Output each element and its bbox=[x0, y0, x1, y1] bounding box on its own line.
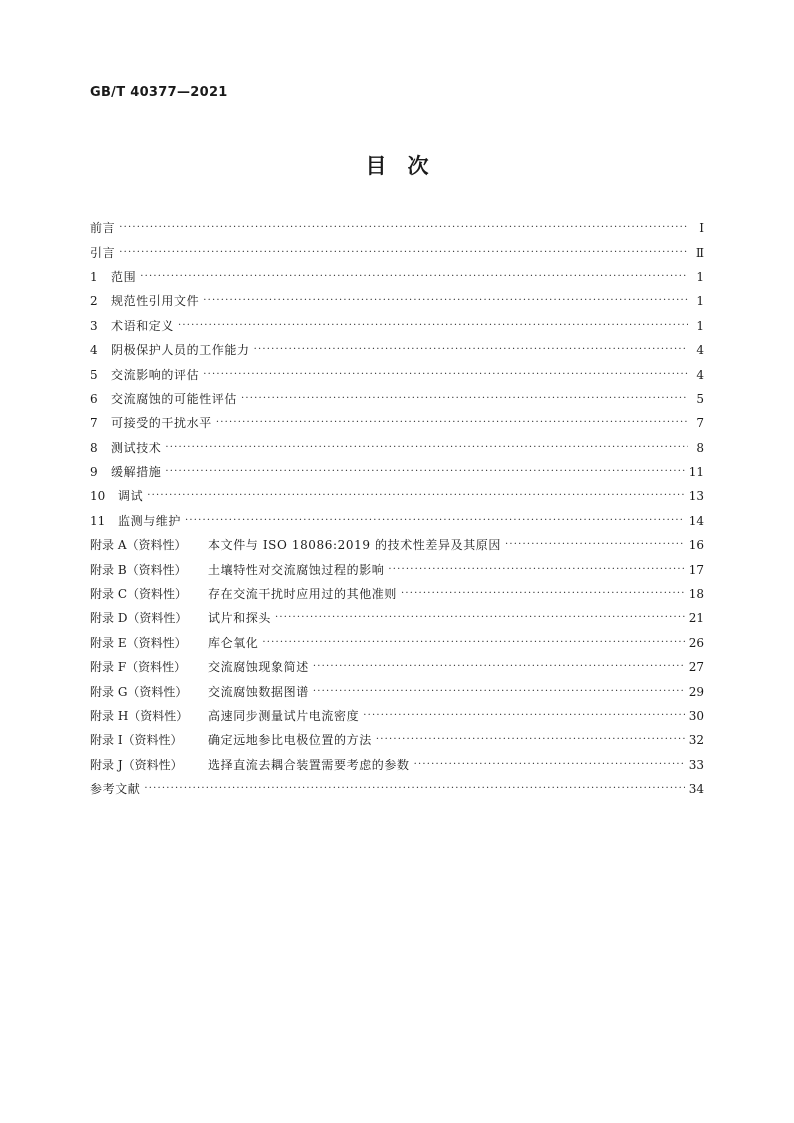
toc-entry[interactable] bbox=[90, 362, 704, 386]
dot-leader bbox=[313, 687, 685, 697]
dot-leader bbox=[363, 711, 685, 721]
toc-entry[interactable] bbox=[90, 533, 704, 557]
toc-entry-label: 交流腐蚀数据图谱 bbox=[208, 684, 309, 699]
toc-entry-label: 交流腐蚀现象简述 bbox=[208, 660, 309, 675]
dot-leader bbox=[203, 370, 688, 380]
toc-entry-page: 16 bbox=[688, 538, 704, 553]
toc-entry-page: 29 bbox=[688, 684, 704, 699]
toc-entry[interactable] bbox=[90, 631, 704, 655]
toc-entry-label: 调试 bbox=[118, 489, 144, 504]
toc-entry-number: 11 bbox=[90, 513, 106, 528]
toc-entry-annex: 附录 I（资料性） bbox=[90, 733, 183, 748]
toc-entry-page: Ⅰ bbox=[699, 221, 704, 236]
dot-leader bbox=[254, 345, 688, 355]
toc-entry-page: 11 bbox=[688, 465, 704, 480]
toc-entry[interactable] bbox=[90, 240, 704, 264]
toc-entry-page: 26 bbox=[688, 635, 704, 650]
toc-entry-page: 5 bbox=[696, 391, 704, 406]
toc-entry-number: 8 bbox=[90, 440, 98, 455]
toc-entry[interactable] bbox=[90, 557, 704, 581]
toc-entry-number: 2 bbox=[90, 294, 98, 309]
toc-entry-label: 规范性引用文件 bbox=[111, 294, 200, 309]
toc-entry-label: 试片和探头 bbox=[208, 611, 272, 626]
toc-entry-number: 3 bbox=[90, 318, 98, 333]
toc-entry-label: 范围 bbox=[111, 269, 137, 284]
dot-leader bbox=[185, 516, 685, 526]
toc-entry-label: 术语和定义 bbox=[111, 318, 175, 333]
toc-entry[interactable] bbox=[90, 753, 704, 777]
toc-entry-label: 存在交流干扰时应用过的其他准则 bbox=[208, 587, 398, 602]
toc-entry-label: 库仑氧化 bbox=[208, 635, 259, 650]
toc-entry[interactable] bbox=[90, 509, 704, 533]
dot-leader bbox=[140, 272, 688, 282]
toc-entry-label: 引言 bbox=[90, 245, 116, 260]
toc-entry[interactable] bbox=[90, 704, 704, 728]
toc-entry-page: 7 bbox=[696, 416, 704, 431]
toc-entry-label: 交流影响的评估 bbox=[111, 367, 200, 382]
toc-entry-annex: 附录 C（资料性） bbox=[90, 587, 187, 602]
toc-entry-page: 32 bbox=[688, 733, 704, 748]
toc-entry-number: 7 bbox=[90, 416, 98, 431]
toc-title: 目 次 bbox=[365, 154, 429, 178]
toc-entry-label: 交流腐蚀的可能性评估 bbox=[111, 391, 238, 406]
dot-leader bbox=[147, 491, 685, 501]
dot-leader bbox=[388, 565, 684, 575]
toc-entry-label: 选择直流去耦合装置需要考虑的参数 bbox=[208, 757, 410, 772]
toc-entry[interactable] bbox=[90, 338, 704, 362]
toc-entry-page: 1 bbox=[696, 269, 704, 284]
dot-leader bbox=[178, 321, 688, 331]
toc-entry-label: 高速同步测量试片电流密度 bbox=[208, 709, 360, 723]
toc-entry-label: 可接受的干扰水平 bbox=[111, 416, 212, 431]
table-of-contents bbox=[90, 216, 704, 801]
dot-leader bbox=[119, 248, 688, 258]
dot-leader bbox=[505, 540, 685, 550]
toc-entry-label: 确定远地参比电极位置的方法 bbox=[208, 733, 372, 748]
toc-entry[interactable] bbox=[90, 387, 704, 411]
toc-entry-label: 测试技术 bbox=[111, 440, 162, 455]
toc-entry-label: 缓解措施 bbox=[111, 465, 162, 480]
toc-entry-page: 34 bbox=[688, 782, 704, 797]
toc-entry[interactable] bbox=[90, 460, 704, 484]
dot-leader bbox=[203, 296, 688, 306]
toc-entry-page: 13 bbox=[688, 489, 704, 504]
toc-entry[interactable] bbox=[90, 728, 704, 752]
toc-entry-number: 1 bbox=[90, 269, 98, 284]
dot-leader bbox=[144, 784, 684, 794]
toc-entry[interactable] bbox=[90, 411, 704, 435]
toc-entry[interactable] bbox=[90, 265, 704, 289]
toc-entry-page: 1 bbox=[696, 294, 704, 309]
toc-entry[interactable] bbox=[90, 436, 704, 460]
toc-entry[interactable] bbox=[90, 314, 704, 338]
toc-entry-label: 土壤特性对交流腐蚀过程的影响 bbox=[208, 562, 385, 577]
toc-entry-annex: 附录 E（资料性） bbox=[90, 635, 187, 650]
toc-entry-number: 10 bbox=[90, 489, 106, 504]
toc-entry-page: 14 bbox=[688, 513, 704, 528]
toc-entry-page: 21 bbox=[688, 611, 704, 626]
toc-entry[interactable] bbox=[90, 484, 704, 508]
toc-entry-annex: 附录 A（资料性） bbox=[90, 538, 187, 553]
toc-entry-number: 9 bbox=[90, 465, 98, 480]
toc-entry-label: 前言 bbox=[90, 221, 116, 236]
dot-leader bbox=[313, 662, 685, 672]
toc-entry-annex: 附录 F（资料性） bbox=[90, 660, 187, 675]
dot-leader bbox=[401, 589, 685, 599]
toc-entry-number: 4 bbox=[90, 343, 98, 358]
toc-entry-annex: 附录 D（资料性） bbox=[90, 611, 188, 626]
toc-entry-page: 30 bbox=[688, 709, 704, 723]
toc-entry-page: 1 bbox=[696, 318, 704, 333]
standard-code: GB/T 40377—2021 bbox=[90, 85, 228, 100]
toc-entry[interactable] bbox=[90, 582, 704, 606]
toc-entry[interactable] bbox=[90, 216, 704, 240]
toc-entry-page: 8 bbox=[696, 440, 704, 455]
dot-leader bbox=[216, 418, 688, 428]
toc-entry[interactable] bbox=[90, 679, 704, 703]
toc-entry-page: 18 bbox=[688, 587, 704, 602]
toc-entry-number: 5 bbox=[90, 367, 98, 382]
toc-entry-annex: 附录 G（资料性） bbox=[90, 684, 188, 699]
toc-entry-annex: 附录 J（资料性） bbox=[90, 757, 183, 772]
toc-entry-label: 阴极保护人员的工作能力 bbox=[111, 343, 250, 358]
toc-entry[interactable] bbox=[90, 606, 704, 630]
toc-entry-page: 4 bbox=[696, 343, 704, 358]
dot-leader bbox=[165, 443, 688, 453]
toc-entry[interactable] bbox=[90, 289, 704, 313]
dot-leader bbox=[262, 638, 684, 648]
toc-entry-page: 33 bbox=[688, 757, 704, 772]
dot-leader bbox=[275, 613, 685, 623]
toc-entry[interactable] bbox=[90, 655, 704, 679]
toc-entry-page: 17 bbox=[688, 562, 704, 577]
dot-leader bbox=[165, 467, 684, 477]
dot-leader bbox=[376, 735, 685, 745]
toc-entry-number: 6 bbox=[90, 391, 98, 406]
toc-entry-label: 参考文献 bbox=[90, 782, 141, 797]
toc-entry[interactable] bbox=[90, 777, 704, 801]
dot-leader bbox=[119, 223, 688, 233]
toc-entry-page: 27 bbox=[688, 660, 704, 675]
toc-entry-page: Ⅱ bbox=[695, 245, 704, 260]
toc-entry-annex: 附录 B（资料性） bbox=[90, 562, 187, 577]
dot-leader bbox=[241, 394, 688, 404]
toc-entry-label: 监测与维护 bbox=[118, 513, 182, 528]
toc-entry-label: 本文件与 ISO 18086:2019 的技术性差异及其原因 bbox=[208, 538, 501, 553]
toc-entry-annex: 附录 H（资料性） bbox=[90, 709, 189, 723]
dot-leader bbox=[414, 760, 685, 770]
toc-entry-page: 4 bbox=[696, 367, 704, 382]
